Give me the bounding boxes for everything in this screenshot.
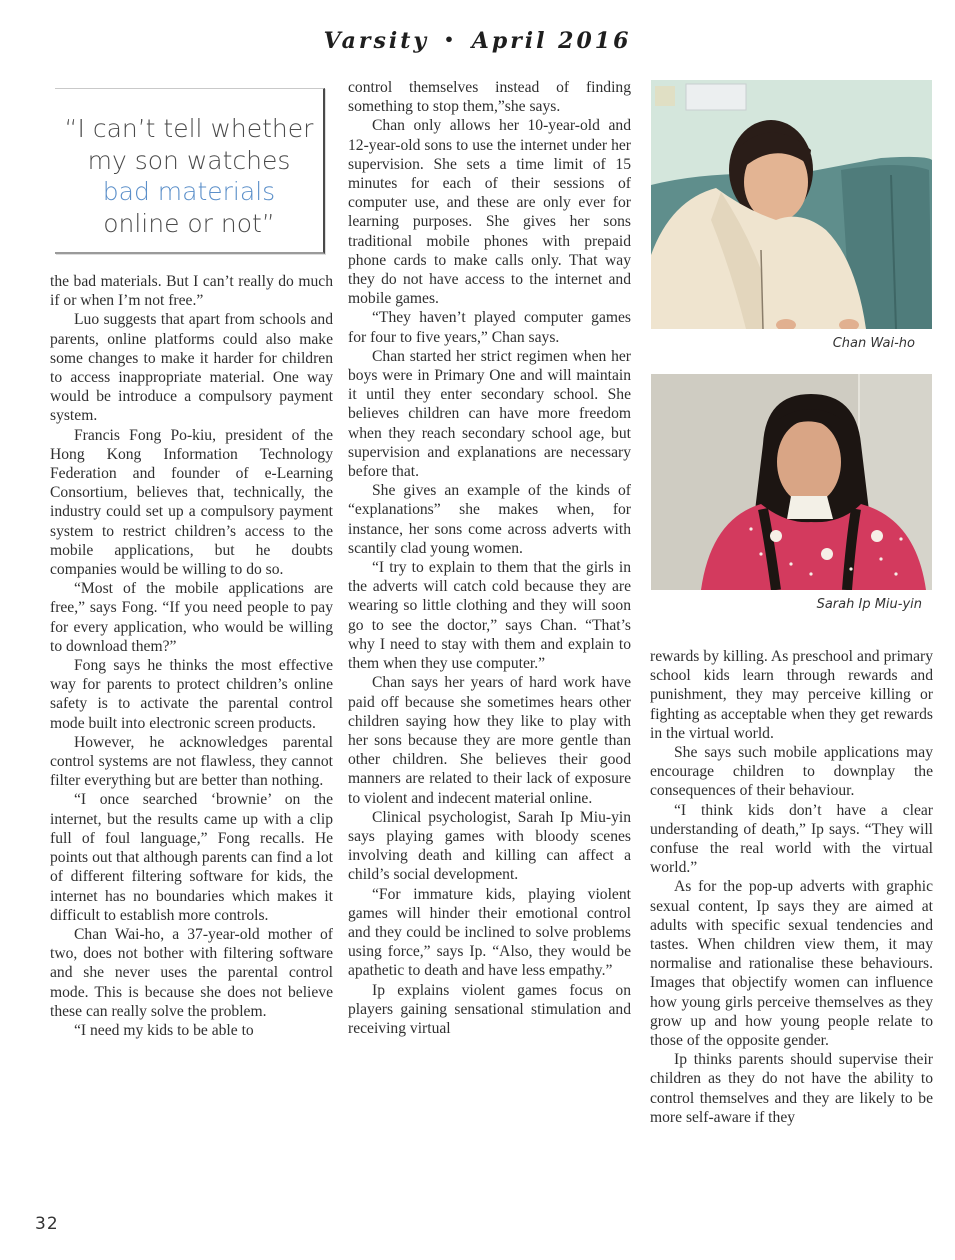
article-paragraph: the bad materials. But I can’t really do much if or when I’m not free.” bbox=[50, 273, 333, 310]
article-paragraph: rewards by killing. As preschool and primary school kids learn through rewards and punishment, they may perceive killing or fighting as acceptable when they get rewards in the virtual world. bbox=[650, 648, 933, 742]
article-paragraph: “Most of the mobile applications are free,” says Fong. “If you need people to pay for every application, who would be willing to download them?” bbox=[50, 580, 333, 655]
article-paragraph: “I need my kids to be able to bbox=[74, 1021, 254, 1039]
pull-quote-line: my son watches bbox=[87, 145, 291, 175]
article-paragraph: Fong says he thinks the most effective way for parents to protect children’s online safety is to activate the parental control mode built into electronic screen products. bbox=[50, 657, 333, 732]
article-paragraph: Chan Wai-ho, a 37-year-old mother of two, does not bother with filtering software and she never uses the parental control mode. This is because she does not believe these can really solve the problem. bbox=[50, 925, 333, 1020]
photo-chan-wai-ho bbox=[651, 80, 932, 329]
pull-quote bbox=[55, 88, 325, 254]
article-paragraph: “For immature kids, playing violent games will hinder their emotional control and they could be inclined to solve problems using force,” says Ip. “Also, they would be apathetic to death and have less empathy.” bbox=[348, 885, 631, 980]
article-paragraph: Clinical psychologist, Sarah Ip Miu-yin says playing games with bloody scenes involving death and killing can affect a child’s social development. bbox=[348, 808, 631, 884]
portrait-photo-2 bbox=[651, 374, 932, 590]
article-paragraph: However, he acknowledges parental control systems are not flawless, they cannot filter everything but are better than nothing. bbox=[50, 733, 333, 790]
pull-quote-highlight: bad materials bbox=[102, 177, 276, 206]
article-paragraph: Chan says her years of hard work have paid off because she sometimes hears other children saying how they like to play with her sons because they are more gentle than other children. She believes their good manners are related to their lack of exposure to violent and indecent material online. bbox=[348, 674, 631, 807]
article-paragraph: She says such mobile applications may encourage children to downplay the consequences of their behaviour. bbox=[650, 744, 933, 800]
article-paragraph: Francis Fong Po-kiu, president of the Hong Kong Information Technology Federation and founder of e-Learning Consortium, believes that, technically, the industry could set up a compulsory payment system to restrict children’s access to the mobile applications, but he doubts companies would be willing to do so. bbox=[50, 426, 333, 579]
photo-caption: Chan Wai-ho bbox=[832, 336, 915, 351]
article-paragraph: She gives an example of the kinds of “explanations” she makes when, for instance, her sons come across adverts with scantily clad young women. bbox=[348, 482, 631, 557]
masthead bbox=[0, 28, 955, 54]
photo-caption: Sarah Ip Miu-yin bbox=[816, 597, 922, 612]
pull-quote-line: “I can’t tell whether bbox=[64, 114, 314, 143]
pull-quote-line: online or not” bbox=[103, 208, 275, 238]
article-paragraph: “I try to explain to them that the girls in the adverts will catch cold because they are wearing so little clothing and they will soon go to see the doctor,” says Chan. “That’s why I need to stay with them and explain to them when they use computer.” bbox=[348, 559, 631, 673]
article-paragraph: Chan only allows her 10-year-old and 12-year-old sons to use the internet under her supervision. She sets a time limit of 15 minutes for each of their sessions of computer use, and these are only ever for learning purposes. She gives her sons traditional mobile phones with prepaid phone cards to make calls only. That way they do not have access to the internet and mobile games. bbox=[348, 117, 631, 308]
article-paragraph: Ip explains violent games focus on players gaining sensational stimulation and receiving virtual bbox=[348, 981, 631, 1037]
article-paragraph: “They haven’t played computer games for four to five years,” Chan says. bbox=[348, 309, 631, 346]
page-number: 32 bbox=[35, 1214, 59, 1234]
article-column-3 bbox=[650, 647, 933, 1127]
article-paragraph: “I think kids don’t have a clear understanding of death,” Ip says. “They will confuse the real world with the virtual world.” bbox=[650, 801, 933, 877]
article-paragraph: “I once searched ‘brownie’ on the internet, but the results came up with a clip full of foul language,” Fong recalls. He points out that although parents can find a lot of different filtering software for kids, the internet has no boundaries which makes it difficult to establish more controls. bbox=[50, 791, 333, 924]
article-paragraph: As for the pop-up adverts with graphic sexual content, Ip says they are aimed at adults with specific sexual tendencies and tastes. When children view them, it may normalise and rationalise these behaviours. Images that objectify women can influence how young girls perceive themselves as they grow up and how young people relate to those of the opposite gender. bbox=[650, 878, 933, 1050]
article-paragraph: Luo suggests that apart from schools and parents, online platforms could also make some changes to make it harder for children to access inappropriate material. One way would be introduce a compulsory payment system. bbox=[50, 311, 333, 425]
photo-sarah-ip-miu-yin bbox=[651, 374, 932, 590]
article-paragraph: Ip thinks parents should supervise their children as they do not have the ability to control themselves and they are likely to be more self-aware if they bbox=[650, 1051, 933, 1126]
masthead-separator: • bbox=[443, 30, 458, 49]
article-paragraph: Chan started her strict regimen when her boys were in Primary One and will maintain it until they enter secondary school. She believes children can have more freedom when they reach secondary school age, but supervision and explanations are necessary before that. bbox=[348, 347, 631, 481]
portrait-photo-1 bbox=[651, 80, 932, 329]
publication-name: Varsity bbox=[323, 28, 430, 54]
issue-date: April 2016 bbox=[471, 28, 632, 54]
article-paragraph: control themselves instead of finding something to stop them,”she says. bbox=[348, 79, 631, 116]
article-column-2 bbox=[348, 78, 631, 1038]
article-column-1 bbox=[50, 272, 333, 1040]
